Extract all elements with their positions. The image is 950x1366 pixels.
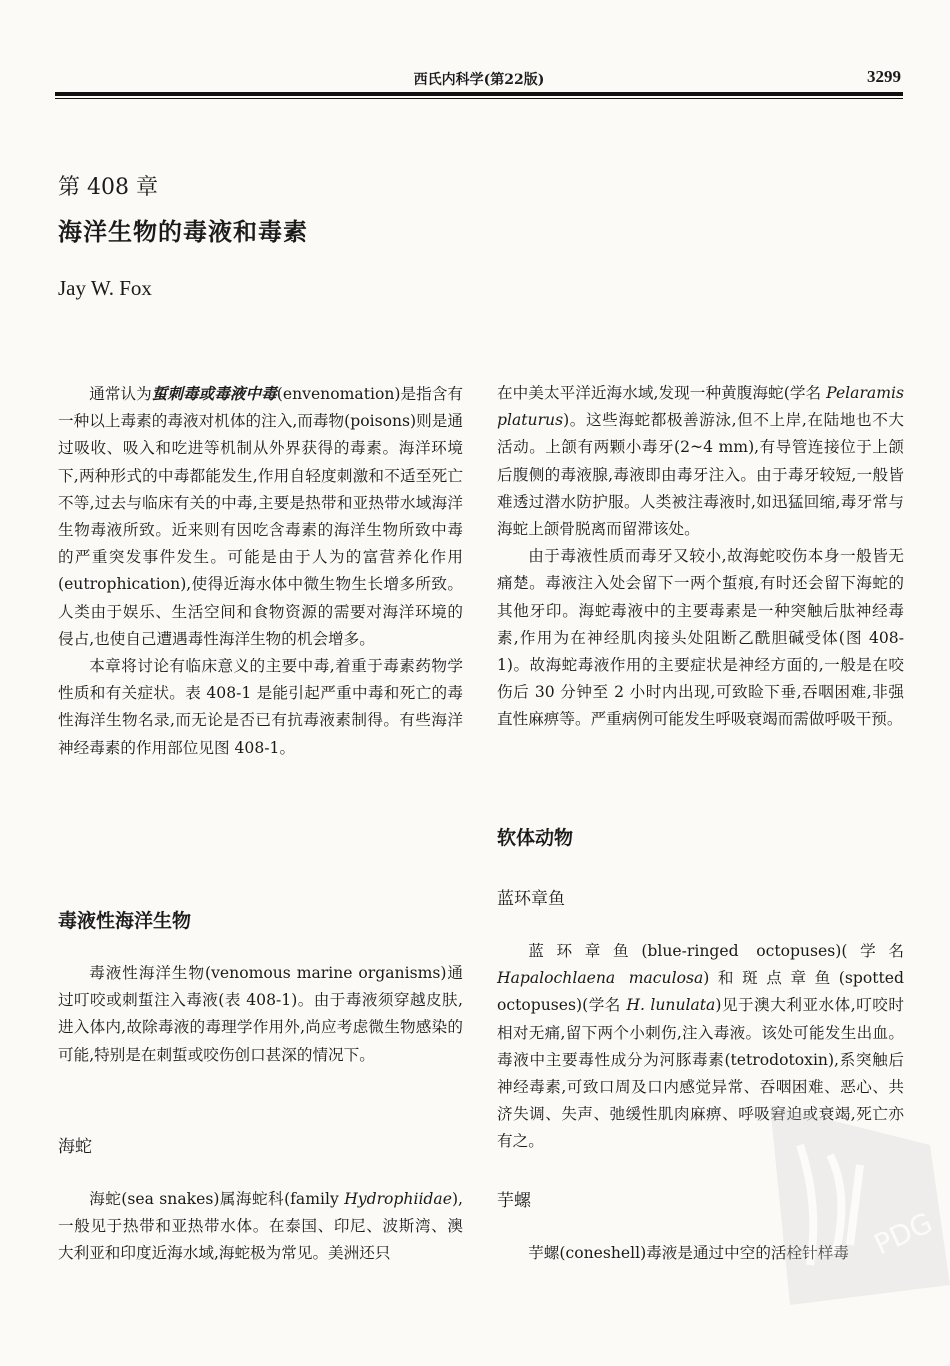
intro-section <box>58 380 463 762</box>
venomous-paragraph: 毒液性海洋生物(venomous marine organisms)通过叮咬或刺蜇注入毒液(表 408-1)。由于毒液须穿越皮肤,进入体内,故除毒液的毒理学作用外,尚应考虑微生物感染的可能,特别是在刺蜇或咬伤创口甚深的情况下。 <box>58 964 463 1064</box>
watermark-text: PDG <box>869 1206 938 1262</box>
chapter-number: 第 408 章 <box>58 175 158 200</box>
running-header <box>55 66 903 88</box>
sea-snake-continued-paragraph: 在中美太平洋近海水域,发现一种黄腹海蛇(学名 Pelaramis platurus)。这些海蛇都极善游泳,但不上岸,在陆地也不大活动。上颌有两颗小毒牙(2~4 mm),有导管连接位于上颌后腹侧的毒液腺,毒液即由毒牙注入。由于毒牙较短,一般皆难透过潜水防护服。人类被注毒液时,如迅猛回缩,毒牙常与海蛇上颌骨脱离而留滞该处。 <box>497 384 904 539</box>
header-rule-thin <box>55 98 903 99</box>
venomous-section <box>58 960 463 1069</box>
envenomation-term: 蜇刺毒或毒液中毒 <box>151 384 277 403</box>
coneshell-paragraph: 芋螺(coneshell)毒液是通过中空的活栓针样毒 <box>528 1244 849 1262</box>
pdg-watermark-icon <box>730 1085 950 1325</box>
header-rule-thick <box>55 92 903 96</box>
subsection-heading-sea-snake: 海蛇 <box>58 1137 92 1157</box>
chapter-title: 海洋生物的毒液和毒素 <box>58 217 308 246</box>
sea-snake-paragraph-2: 由于毒液性质而毒牙又较小,故海蛇咬伤本身一般皆无痛楚。毒液注入处会留下一两个蜇痕,有时还会留下海蛇的其他牙印。海蛇毒液中的主要毒素是一种突触后肽神经毒素,作用为在神经肌肉接头处阻断乙酰胆碱受体(图 408-1)。故海蛇毒液作用的主要症状是神经方面的,一般是在咬伤后 30 分钟至 2 小时内出现,可致睑下垂,吞咽困难,非强直性麻痹等。严重病例可能发生呼吸衰竭而需做呼吸干预。 <box>497 547 904 729</box>
page-number: 3299 <box>867 67 901 86</box>
intro-paragraph-1: 通常认为蜇刺毒或毒液中毒(envenomation)是指含有一种以上毒素的毒液对机体的注入,而毒物(poisons)则是通过吸收、吸入和吃进等机制从外界获得的毒素。海洋环境下,两种形式的中毒都能发生,作用自轻度刺激和不适至死亡不等,过去与临床有关的中毒,主要是热带和亚热带水域海洋生物毒液所致。近来则有因吃含毒素的海洋生物所致中毒的严重突发事件发生。可能是由于人为的富营养化作用(eutrophication),使得近海水体中微生物生长增多所致。人类由于娱乐、生活空间和食物资源的需要对海洋环境的侵占,也使自己遭遇毒性海洋生物的机会增多。 <box>58 384 463 648</box>
intro-paragraph-2: 本章将讨论有临床意义的主要中毒,着重于毒素药物学性质和有关症状。表 408-1 是能引起严重中毒和死亡的毒性海洋生物名录,而无论是否已有抗毒液素制得。有些海洋神经毒素的作用部位见图 408-1。 <box>58 657 463 757</box>
subsection-heading-octopus: 蓝环章鱼 <box>497 889 565 909</box>
running-title: 西氏内科学(第22版) <box>413 72 545 88</box>
section-heading-mollusc: 软体动物 <box>497 827 574 849</box>
sea-snake-section <box>58 1186 463 1268</box>
subsection-heading-coneshell: 芋螺 <box>497 1191 531 1211</box>
chapter-author: Jay W. Fox <box>58 276 152 300</box>
sea-snake-continued <box>497 380 904 734</box>
octopus-paragraph: 蓝环章鱼(blue-ringed octopuses)(学名 Hapalochlaena maculosa)和斑点章鱼(spotted octopuses)(学名 H. lunulata)见于澳大利亚水体,叮咬时相对无痛,留下两个小刺伤,注入毒液。该处可能发生出血。毒液中主要毒性成分为河豚毒素(tetrodotoxin),系突触后神经毒素,可致口周及口内感觉异常、吞咽困难、恶心、共济失调、失声、弛缓性肌肉麻痹、呼吸窘迫或衰竭,死亡亦有之。 <box>497 942 905 1151</box>
section-heading-venomous: 毒液性海洋生物 <box>58 910 192 932</box>
sea-snake-paragraph: 海蛇(sea snakes)属海蛇科(family Hydrophiidae),一般见于热带和亚热带水体。在泰国、印尼、波斯湾、澳大利亚和印度近海水域,海蛇极为常见。美洲还只 <box>58 1190 463 1263</box>
